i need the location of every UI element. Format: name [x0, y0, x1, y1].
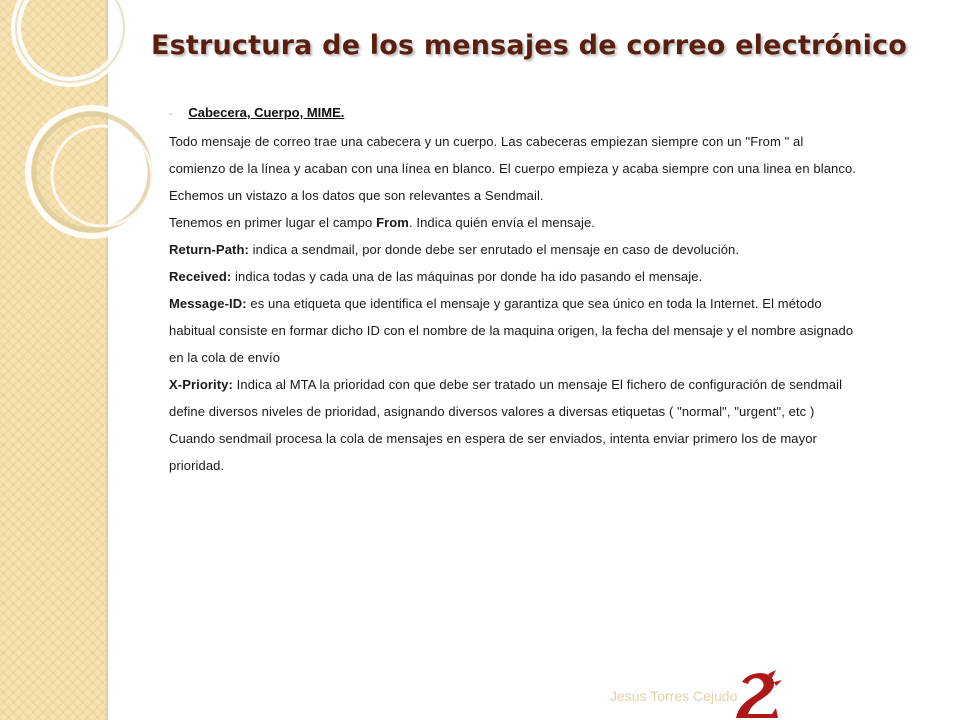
- text-line: [169, 290, 939, 317]
- text-line: [169, 182, 939, 209]
- field-keyword: From: [376, 215, 409, 230]
- author-footer: Jesús Torres Cejudo: [610, 688, 738, 704]
- field-keyword: X-Priority:: [169, 377, 233, 392]
- text-run: Indica al MTA la prioridad con que debe ser tratado un mensaje El fichero de configuración de sendmail: [232, 377, 843, 392]
- text-line: [169, 344, 939, 371]
- text-line: [169, 155, 939, 182]
- text-run: indica todas y cada una de las máquinas por donde ha ido pasando el mensaje.: [231, 269, 703, 284]
- field-keyword: Received:: [169, 269, 232, 284]
- text-run: indica a sendmail, por donde debe ser enrutado el mensaje en caso de devolución.: [248, 242, 740, 257]
- text-line: [169, 209, 939, 236]
- text-line: [169, 425, 939, 452]
- field-keyword: Return-Path:: [169, 242, 249, 257]
- red-dragon-logo-icon: [728, 668, 784, 720]
- field-keyword: Message-ID:: [169, 296, 247, 311]
- body-text: [169, 128, 939, 479]
- slide-title: Estructura de los mensajes de correo electrónico: [150, 30, 908, 61]
- text-run: . Indica quién envía el mensaje.: [408, 215, 596, 230]
- bullet-dash-icon: -: [169, 109, 173, 120]
- text-line: [169, 452, 939, 479]
- text-line: [169, 263, 939, 290]
- text-run: habitual consiste en formar dicho ID con el nombre de la maquina origen, la fecha del mensaje y el nombre asignado: [169, 323, 854, 338]
- text-run: Tenemos en primer lugar el campo: [169, 215, 377, 230]
- text-line: [169, 371, 939, 398]
- slide-content: [169, 100, 939, 479]
- text-run: Todo mensaje de correo trae una cabecera y un cuerpo. Las cabeceras empiezan siempre con un "From " al: [169, 134, 804, 149]
- text-run: comienzo de la línea y acaban con una línea en blanco. El cuerpo empieza y acaba siempre con una linea en blanco.: [169, 161, 857, 176]
- bullet-item: [169, 100, 939, 128]
- text-run: Echemos un vistazo a los datos que son relevantes a Sendmail.: [169, 188, 544, 203]
- text-line: [169, 236, 939, 263]
- text-line: [169, 128, 939, 155]
- text-run: prioridad.: [169, 458, 225, 473]
- text-run: Cuando sendmail procesa la cola de mensajes en espera de ser enviados, intenta enviar primero los de mayor: [169, 431, 817, 446]
- text-run: define diversos niveles de prioridad, asignando diversos valores a diversas etiquetas ( "normal", "urgent", etc ): [169, 404, 815, 419]
- bullet-heading: Cabecera, Cuerpo, MIME.: [188, 105, 345, 120]
- text-line: [169, 398, 939, 425]
- text-line: [169, 317, 939, 344]
- text-run: en la cola de envío: [169, 350, 281, 365]
- text-run: es una etiqueta que identifica el mensaje y garantiza que sea único en toda la Internet. El método: [246, 296, 822, 311]
